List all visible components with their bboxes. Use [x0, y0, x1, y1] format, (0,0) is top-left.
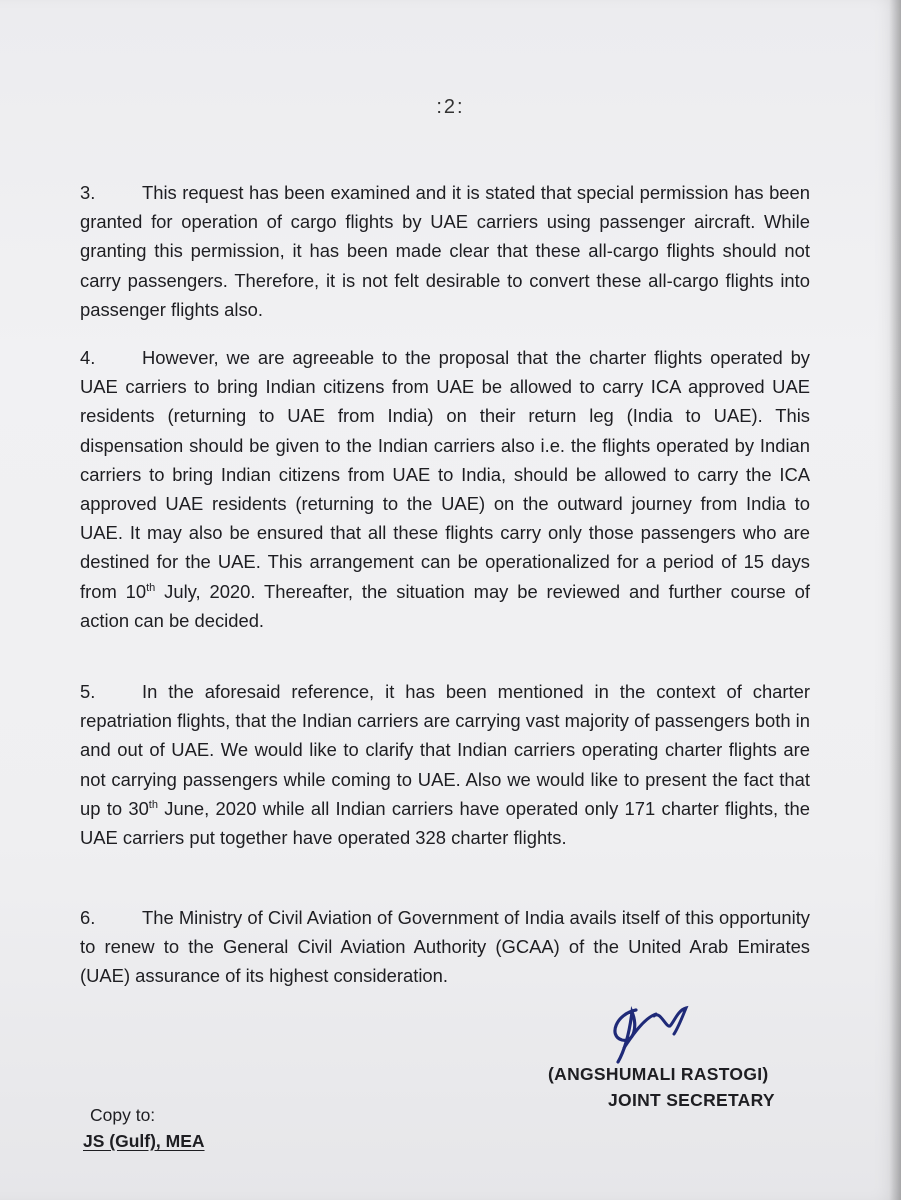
- paragraph-text: The Ministry of Civil Aviation of Government of India avails itself of this opportunity to renew to the General Civil Aviation Authority (GCAA) of the United Arab Emirates (UAE) assurance of its highest consideration.: [80, 907, 810, 987]
- paragraph-3: [80, 178, 810, 324]
- paragraph-number: 4.: [80, 347, 96, 368]
- page-edge-shadow: [889, 0, 901, 1200]
- paragraph-5: [80, 677, 810, 852]
- signatory-name: (ANGSHUMALI RASTOGI): [548, 1064, 769, 1084]
- ordinal-suffix: th: [146, 581, 156, 594]
- ordinal-suffix: th: [148, 798, 158, 811]
- paragraph-text-continued: June, 2020 while all Indian carriers have operated only 171 charter flights, the UAE carriers put together have operated 328 charter flights.: [80, 797, 810, 849]
- paragraph-number: 6.: [80, 907, 96, 928]
- copy-to-label: Copy to:: [90, 1105, 156, 1125]
- paragraph-text-continued: July, 2020. Thereafter, the situation may be reviewed and further course of action can be decided.: [80, 580, 810, 631]
- paragraph-text: In the aforesaid reference, it has been mentioned in the context of charter repatriation flights, that the Indian carriers are carrying vast majority of passengers both in and out of UAE. We would like to clarify that Indian carriers operating charter flights are not carrying passengers while coming to UAE. Also we would like to present the fact that up to 30: [80, 681, 810, 819]
- paragraph-number: 3.: [80, 182, 96, 203]
- paragraph-text: This request has been examined and it is stated that special permission has been granted for operation of cargo flights by UAE carriers using passenger aircraft. While granting this permission, it has been made clear that these all-cargo flights should not carry passengers. Therefore, it is not felt desirable to convert these all-cargo flights into passenger flights also.: [80, 182, 810, 320]
- signature-mark: [596, 988, 696, 1068]
- page-number: :2:: [436, 96, 465, 118]
- copy-to-recipient: JS (Gulf), MEA: [83, 1131, 205, 1151]
- paragraph-6: [80, 903, 810, 991]
- paragraph-4: [80, 343, 810, 635]
- paragraph-text: However, we are agreeable to the proposal that the charter flights operated by UAE carriers to bring Indian citizens from UAE be allowed to carry ICA approved UAE residents (returning to UAE from India) on their return leg (India to UAE). This dispensation should be given to the Indian carriers also i.e. the flights operated by Indian carriers to bring Indian citizens from UAE to India, should be allowed to carry the ICA approved UAE residents (returning to the UAE) on the outward journey from India to UAE. It may also be ensured that all these flights carry only those passengers who are destined for the UAE. This arrangement can be operationalized for a period of 15 days from 10: [80, 347, 810, 602]
- signatory-title: JOINT SECRETARY: [608, 1090, 775, 1110]
- paragraph-number: 5.: [80, 681, 96, 702]
